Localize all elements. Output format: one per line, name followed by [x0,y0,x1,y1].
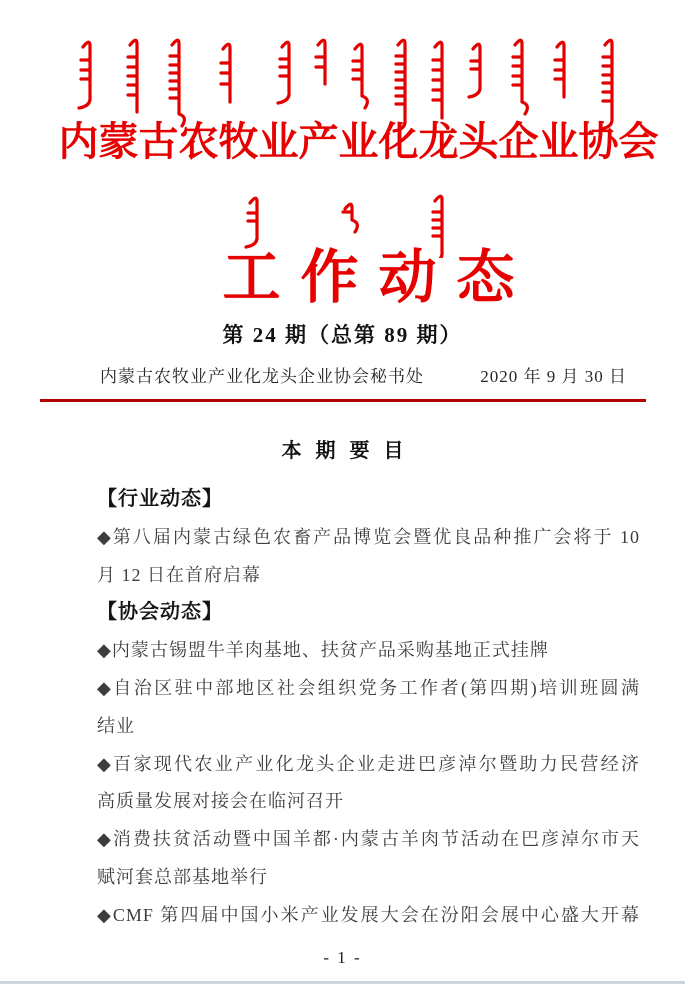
toc-item-line: 赋河套总部基地举行 [97,866,268,887]
issue-number: 第 24 期（总第 89 期） [222,323,463,347]
toc-item-line: ◆自治区驻中部地区社会组织党务工作者(第四期)培训班圆满 [97,677,640,698]
toc-item-line: 结业 [97,715,135,736]
toc-item-line: ◆百家现代农业产业化龙头企业走进巴彦淖尔暨助力民营经济 [97,753,640,774]
association-name: 内蒙古农牧业产业化龙头企业协会 [58,119,659,164]
toc-item-line: ◆内蒙古锡盟牛羊肉基地、扶贫产品采购基地正式挂牌 [97,640,549,661]
toc-title: 本期要目 [281,440,418,462]
header-divider-rule [40,399,646,402]
publication-date: 2020 年 9 月 30 日 [480,367,627,386]
toc-item-line: ◆消费扶贫活动暨中国羊都·内蒙古羊肉节活动在巴彦淖尔市天 [97,829,640,850]
toc-item-line: ◆第八届内蒙古绿色农畜产品博览会暨优良品种推广会将于 10 [97,526,640,547]
toc-section-heading: 【协会动态】 [97,601,223,624]
publication-info-row [0,366,685,388]
page-number: - 1 - [323,947,362,967]
toc-section-heading: 【行业动态】 [97,488,223,510]
toc-item-line: ◆CMF 第四届中国小米产业发展大会在汾阳会展中心盛大开幕 [97,904,640,925]
publisher-name: 内蒙古农牧业产业化龙头企业协会秘书处 [100,367,424,386]
bulletin-title: 工作动态 [222,245,535,310]
toc-list [0,481,685,935]
toc-item-line: 月 12 日在首府启幕 [97,564,261,585]
toc-item-line: 高质量发展对接会在临河召开 [97,791,344,812]
